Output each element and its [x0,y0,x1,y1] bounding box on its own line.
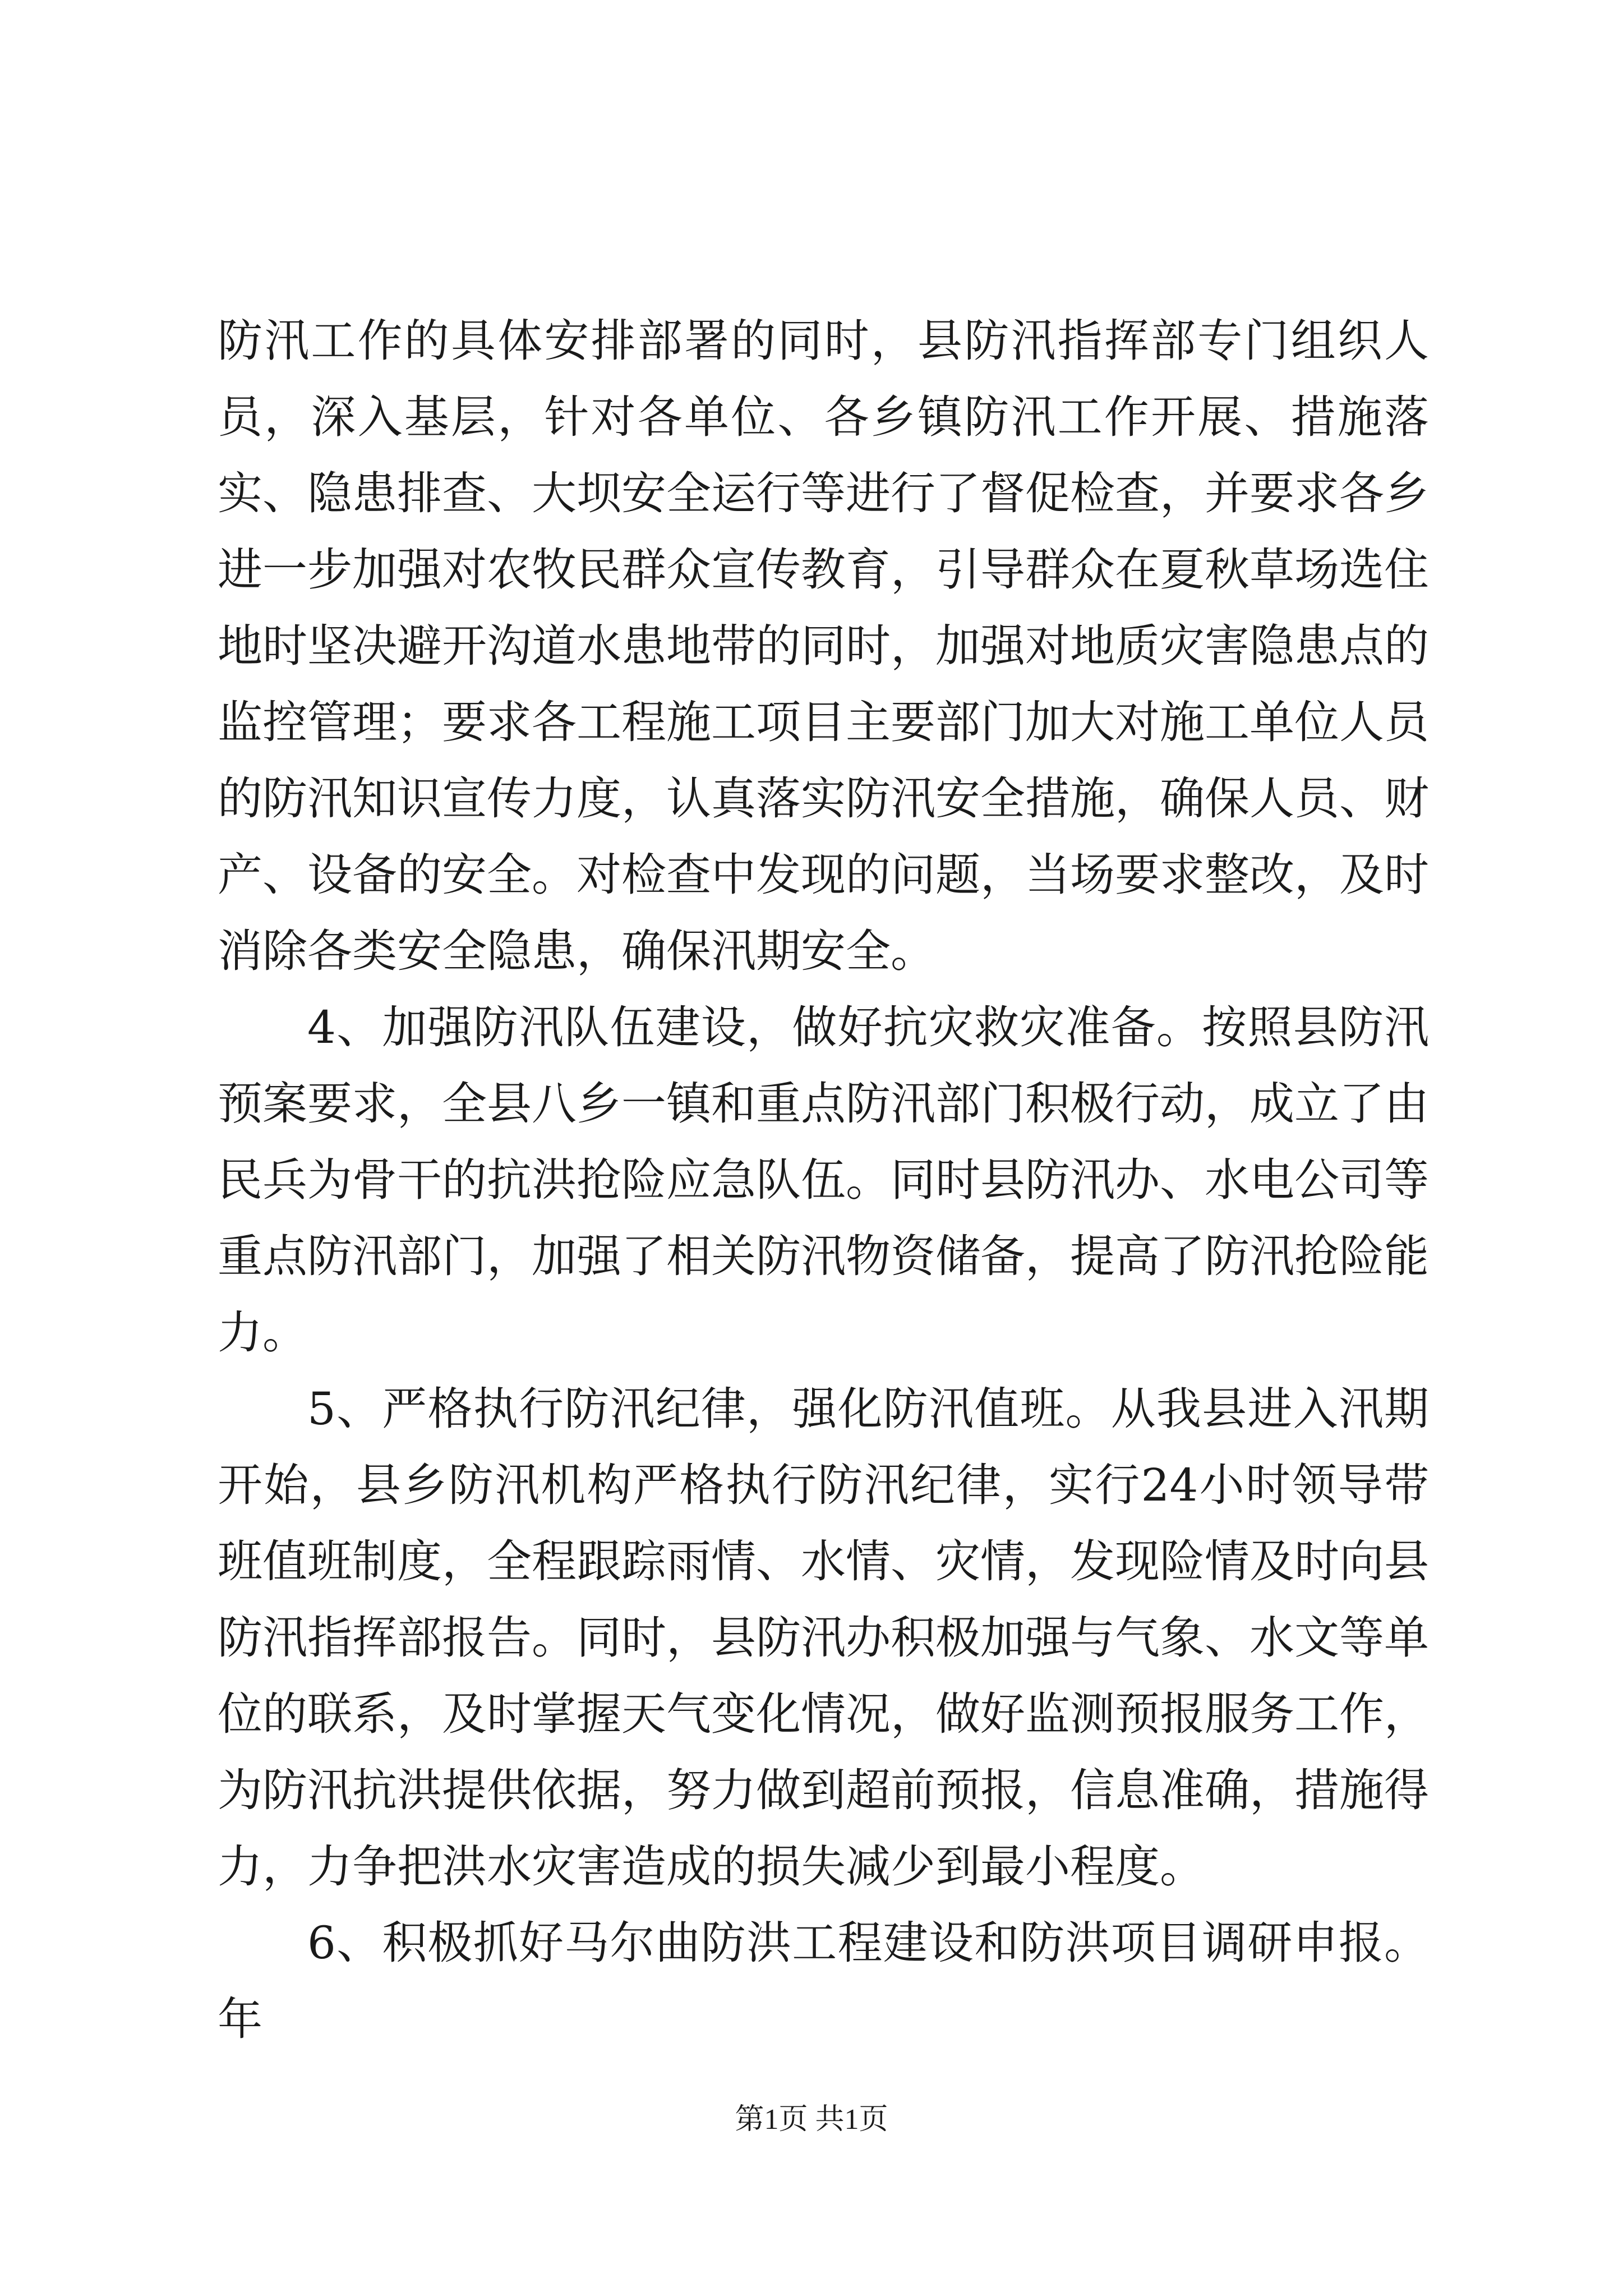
paragraph-continuation: 防汛工作的具体安排部署的同时，县防汛指挥部专门组织人员，深入基层，针对各单位、各乡镇防汛工作开展、措施落实、隐患排查、大坝安全运行等进行了督促检查，并要求各乡进一步加强对农牧民群众宣传教育，引导群众在夏秋草场选住地时坚决避开沟道水患地带的同时，加强对地质灾害隐患点的监控管理；要求各工程施工项目主要部门加大对施工单位人员的防汛知识宣传力度，认真落实防汛安全措施，确保人员、财产、设备的安全。对检查中发现的问题，当场要求整改，及时消除各类安全隐患，确保汛期安全。 [218,315,1429,977]
paragraph-item-6: 6、积极抓好马尔曲防洪工程建设和防洪项目调研申报。年 [218,1917,1429,2045]
document-body [218,303,1429,2058]
paragraph-item-4: 4、加强防汛队伍建设，做好抗灾救灾准备。按照县防汛预案要求，全县八乡一镇和重点防汛部门积极行动，成立了由民兵为骨干的抗洪抢险应急队伍。同时县防汛办、水电公司等重点防汛部门，加强了相关防汛物资储备，提高了防汛抢险能力。 [218,1001,1429,1359]
paragraph-item-5: 5、严格执行防汛纪律，强化防汛值班。从我县进入汛期开始，县乡防汛机构严格执行防汛纪律，实行24小时领导带班值班制度，全程跟踪雨情、水情、灾情，发现险情及时向县防汛指挥部报告。同时，县防汛办积极加强与气象、水文等单位的联系，及时掌握天气变化情况，做好监测预报服务工作，为防汛抗洪提供依据，努力做到超前预报，信息准确，措施得力，力争把洪水灾害造成的损失减少到最小程度。 [218,1383,1429,1893]
page-number-footer: 第1页 共1页 [735,2104,888,2136]
